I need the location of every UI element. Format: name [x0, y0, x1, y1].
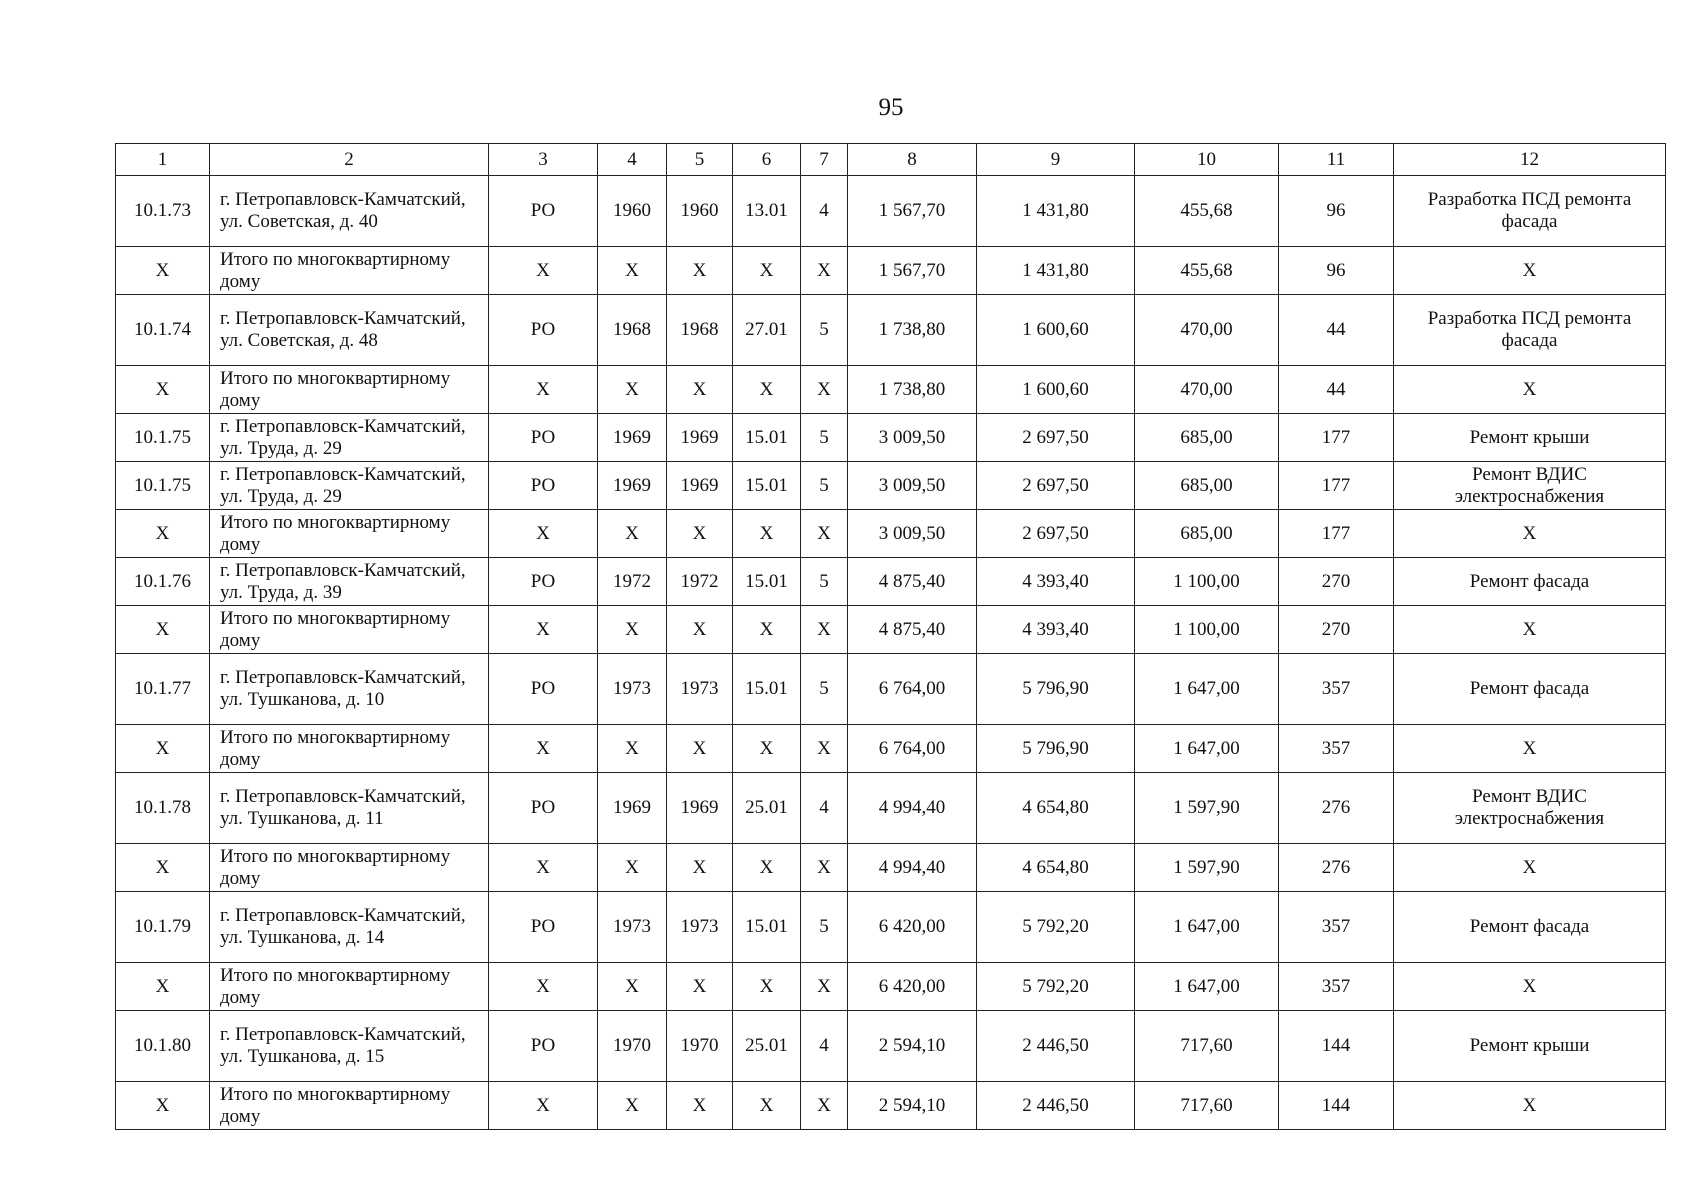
subtotal-row — [116, 247, 1666, 295]
residential-area-cell: 2 697,50 — [977, 510, 1135, 558]
wall-material-cell: Х — [733, 247, 801, 295]
column-header: 10 — [1135, 144, 1279, 176]
address-cell: Итого по многоквартирному дому — [210, 963, 489, 1011]
year-commissioned-cell: 1973 — [667, 654, 733, 725]
year-built-cell: Х — [598, 725, 667, 773]
address-cell: Итого по многоквартирному дому — [210, 606, 489, 654]
work-type-cell: Разработка ПСД ремонта фасада — [1394, 176, 1666, 247]
residential-area-cell: 4 393,40 — [977, 558, 1135, 606]
floors-cell: 5 — [801, 295, 848, 366]
nonresidential-area-cell: 685,00 — [1135, 510, 1279, 558]
address-cell: Итого по многоквартирному дому — [210, 366, 489, 414]
residential-area-cell: 5 792,20 — [977, 963, 1135, 1011]
owner-type-cell: Х — [489, 725, 598, 773]
wall-material-cell: Х — [733, 963, 801, 1011]
owner-type-cell: Х — [489, 247, 598, 295]
owner-type-cell: РО — [489, 773, 598, 844]
total-area-cell: 2 594,10 — [848, 1082, 977, 1130]
wall-material-cell: Х — [733, 844, 801, 892]
year-commissioned-cell: Х — [667, 725, 733, 773]
work-type-cell: Ремонт крыши — [1394, 414, 1666, 462]
column-header: 8 — [848, 144, 977, 176]
year-built-cell: 1970 — [598, 1011, 667, 1082]
column-header: 7 — [801, 144, 848, 176]
year-built-cell: 1973 — [598, 654, 667, 725]
floors-cell: Х — [801, 366, 848, 414]
residential-area-cell: 4 654,80 — [977, 844, 1135, 892]
residential-area-cell: 1 600,60 — [977, 366, 1135, 414]
residential-area-cell: 2 697,50 — [977, 462, 1135, 510]
address-cell: г. Петропавловск-Камчатский, ул. Тушканова, д. 15 — [210, 1011, 489, 1082]
owner-type-cell: РО — [489, 558, 598, 606]
wall-material-cell: 25.01 — [733, 1011, 801, 1082]
page-number: 95 — [878, 94, 904, 121]
subtotal-row — [116, 844, 1666, 892]
residential-area-cell: 2 697,50 — [977, 414, 1135, 462]
table-row — [116, 176, 1666, 247]
year-commissioned-cell: Х — [667, 1082, 733, 1130]
year-built-cell: Х — [598, 366, 667, 414]
column-header: 6 — [733, 144, 801, 176]
residents-count-cell: 276 — [1279, 844, 1394, 892]
owner-type-cell: Х — [489, 844, 598, 892]
residents-count-cell: 357 — [1279, 654, 1394, 725]
address-cell: г. Петропавловск-Камчатский, ул. Труда, д. 29 — [210, 414, 489, 462]
floors-cell: 5 — [801, 414, 848, 462]
wall-material-cell: Х — [733, 1082, 801, 1130]
row-number-cell: Х — [116, 366, 210, 414]
residents-count-cell: 177 — [1279, 462, 1394, 510]
table-row — [116, 462, 1666, 510]
floors-cell: 4 — [801, 773, 848, 844]
column-header: 4 — [598, 144, 667, 176]
address-cell: Итого по многоквартирному дому — [210, 510, 489, 558]
year-built-cell: Х — [598, 247, 667, 295]
subtotal-row — [116, 725, 1666, 773]
year-built-cell: 1972 — [598, 558, 667, 606]
year-built-cell: 1969 — [598, 414, 667, 462]
column-header: 9 — [977, 144, 1135, 176]
subtotal-row — [116, 1082, 1666, 1130]
column-header: 12 — [1394, 144, 1666, 176]
year-built-cell: 1969 — [598, 462, 667, 510]
year-built-cell: 1968 — [598, 295, 667, 366]
wall-material-cell: 15.01 — [733, 654, 801, 725]
floors-cell: 5 — [801, 892, 848, 963]
wall-material-cell: 15.01 — [733, 414, 801, 462]
residents-count-cell: 276 — [1279, 773, 1394, 844]
year-commissioned-cell: 1970 — [667, 1011, 733, 1082]
row-number-cell: Х — [116, 963, 210, 1011]
work-type-cell: Х — [1394, 510, 1666, 558]
wall-material-cell: 15.01 — [733, 892, 801, 963]
row-number-cell: Х — [116, 247, 210, 295]
floors-cell: 5 — [801, 558, 848, 606]
row-number-cell: 10.1.76 — [116, 558, 210, 606]
floors-cell: 5 — [801, 462, 848, 510]
residential-area-cell: 4 393,40 — [977, 606, 1135, 654]
subtotal-row — [116, 606, 1666, 654]
residential-area-cell: 1 600,60 — [977, 295, 1135, 366]
row-number-cell: 10.1.75 — [116, 462, 210, 510]
owner-type-cell: Х — [489, 510, 598, 558]
total-area-cell: 4 875,40 — [848, 606, 977, 654]
nonresidential-area-cell: 1 647,00 — [1135, 963, 1279, 1011]
total-area-cell: 6 764,00 — [848, 654, 977, 725]
residential-area-cell: 2 446,50 — [977, 1082, 1135, 1130]
floors-cell: 4 — [801, 1011, 848, 1082]
total-area-cell: 4 875,40 — [848, 558, 977, 606]
column-header: 3 — [489, 144, 598, 176]
table-row — [116, 558, 1666, 606]
nonresidential-area-cell: 1 647,00 — [1135, 892, 1279, 963]
table-row — [116, 1011, 1666, 1082]
row-number-cell: 10.1.80 — [116, 1011, 210, 1082]
column-header: 2 — [210, 144, 489, 176]
work-type-cell: Х — [1394, 606, 1666, 654]
total-area-cell: 4 994,40 — [848, 773, 977, 844]
wall-material-cell: 25.01 — [733, 773, 801, 844]
row-number-cell: 10.1.79 — [116, 892, 210, 963]
work-type-cell: Ремонт крыши — [1394, 1011, 1666, 1082]
floors-cell: Х — [801, 1082, 848, 1130]
column-header: 11 — [1279, 144, 1394, 176]
owner-type-cell: РО — [489, 1011, 598, 1082]
nonresidential-area-cell: 717,60 — [1135, 1082, 1279, 1130]
residents-count-cell: 270 — [1279, 606, 1394, 654]
nonresidential-area-cell: 455,68 — [1135, 176, 1279, 247]
year-commissioned-cell: Х — [667, 510, 733, 558]
work-type-cell: Ремонт ВДИС электроснабжения — [1394, 462, 1666, 510]
work-type-cell: Х — [1394, 844, 1666, 892]
table-row — [116, 414, 1666, 462]
owner-type-cell: Х — [489, 606, 598, 654]
total-area-cell: 3 009,50 — [848, 462, 977, 510]
nonresidential-area-cell: 1 647,00 — [1135, 725, 1279, 773]
year-built-cell: 1973 — [598, 892, 667, 963]
wall-material-cell: 13.01 — [733, 176, 801, 247]
residents-count-cell: 177 — [1279, 414, 1394, 462]
year-commissioned-cell: 1969 — [667, 773, 733, 844]
total-area-cell: 4 994,40 — [848, 844, 977, 892]
residents-count-cell: 96 — [1279, 247, 1394, 295]
residential-area-cell: 1 431,80 — [977, 247, 1135, 295]
wall-material-cell: 15.01 — [733, 462, 801, 510]
wall-material-cell: Х — [733, 725, 801, 773]
work-type-cell: Х — [1394, 725, 1666, 773]
residential-area-cell: 5 792,20 — [977, 892, 1135, 963]
year-commissioned-cell: Х — [667, 247, 733, 295]
wall-material-cell: Х — [733, 606, 801, 654]
year-commissioned-cell: Х — [667, 963, 733, 1011]
year-built-cell: Х — [598, 1082, 667, 1130]
row-number-cell: Х — [116, 510, 210, 558]
address-cell: г. Петропавловск-Камчатский, ул. Советская, д. 40 — [210, 176, 489, 247]
year-commissioned-cell: Х — [667, 366, 733, 414]
wall-material-cell: 27.01 — [733, 295, 801, 366]
row-number-cell: 10.1.78 — [116, 773, 210, 844]
residents-count-cell: 44 — [1279, 366, 1394, 414]
address-cell: г. Петропавловск-Камчатский, ул. Тушканова, д. 14 — [210, 892, 489, 963]
wall-material-cell: Х — [733, 366, 801, 414]
residential-area-cell: 2 446,50 — [977, 1011, 1135, 1082]
residents-count-cell: 357 — [1279, 892, 1394, 963]
total-area-cell: 1 738,80 — [848, 295, 977, 366]
address-cell: г. Петропавловск-Камчатский, ул. Труда, д. 29 — [210, 462, 489, 510]
address-cell: Итого по многоквартирному дому — [210, 725, 489, 773]
total-area-cell: 1 738,80 — [848, 366, 977, 414]
owner-type-cell: РО — [489, 654, 598, 725]
floors-cell: 5 — [801, 654, 848, 725]
table-row — [116, 892, 1666, 963]
nonresidential-area-cell: 1 100,00 — [1135, 606, 1279, 654]
year-built-cell: Х — [598, 844, 667, 892]
wall-material-cell: Х — [733, 510, 801, 558]
residents-count-cell: 96 — [1279, 176, 1394, 247]
table-row — [116, 654, 1666, 725]
address-cell: Итого по многоквартирному дому — [210, 844, 489, 892]
nonresidential-area-cell: 1 597,90 — [1135, 773, 1279, 844]
floors-cell: Х — [801, 963, 848, 1011]
year-commissioned-cell: 1968 — [667, 295, 733, 366]
floors-cell: Х — [801, 606, 848, 654]
work-type-cell: Ремонт фасада — [1394, 892, 1666, 963]
table-row — [116, 773, 1666, 844]
residents-count-cell: 144 — [1279, 1082, 1394, 1130]
wall-material-cell: 15.01 — [733, 558, 801, 606]
nonresidential-area-cell: 455,68 — [1135, 247, 1279, 295]
address-cell: г. Петропавловск-Камчатский, ул. Тушканова, д. 10 — [210, 654, 489, 725]
residents-count-cell: 177 — [1279, 510, 1394, 558]
year-built-cell: Х — [598, 963, 667, 1011]
address-cell: Итого по многоквартирному дому — [210, 247, 489, 295]
owner-type-cell: РО — [489, 295, 598, 366]
row-number-cell: Х — [116, 1082, 210, 1130]
year-commissioned-cell: Х — [667, 606, 733, 654]
nonresidential-area-cell: 470,00 — [1135, 366, 1279, 414]
year-commissioned-cell: 1960 — [667, 176, 733, 247]
residents-count-cell: 144 — [1279, 1011, 1394, 1082]
floors-cell: Х — [801, 247, 848, 295]
column-header: 1 — [116, 144, 210, 176]
subtotal-row — [116, 963, 1666, 1011]
address-cell: Итого по многоквартирному дому — [210, 1082, 489, 1130]
row-number-cell: Х — [116, 606, 210, 654]
floors-cell: Х — [801, 844, 848, 892]
total-area-cell: 3 009,50 — [848, 510, 977, 558]
year-built-cell: Х — [598, 606, 667, 654]
work-type-cell: Х — [1394, 1082, 1666, 1130]
owner-type-cell: Х — [489, 963, 598, 1011]
nonresidential-area-cell: 1 100,00 — [1135, 558, 1279, 606]
nonresidential-area-cell: 1 647,00 — [1135, 654, 1279, 725]
residential-area-cell: 5 796,90 — [977, 654, 1135, 725]
address-cell: г. Петропавловск-Камчатский, ул. Тушканова, д. 11 — [210, 773, 489, 844]
nonresidential-area-cell: 470,00 — [1135, 295, 1279, 366]
floors-cell: Х — [801, 510, 848, 558]
row-number-cell: 10.1.75 — [116, 414, 210, 462]
repair-program-table — [115, 143, 1666, 1130]
work-type-cell: Х — [1394, 366, 1666, 414]
residents-count-cell: 357 — [1279, 725, 1394, 773]
row-number-cell: 10.1.74 — [116, 295, 210, 366]
year-commissioned-cell: Х — [667, 844, 733, 892]
year-commissioned-cell: 1973 — [667, 892, 733, 963]
row-number-cell: 10.1.77 — [116, 654, 210, 725]
column-number-row — [116, 144, 1666, 176]
subtotal-row — [116, 510, 1666, 558]
work-type-cell: Ремонт фасада — [1394, 654, 1666, 725]
work-type-cell: Х — [1394, 963, 1666, 1011]
nonresidential-area-cell: 717,60 — [1135, 1011, 1279, 1082]
owner-type-cell: РО — [489, 892, 598, 963]
residential-area-cell: 4 654,80 — [977, 773, 1135, 844]
total-area-cell: 1 567,70 — [848, 247, 977, 295]
year-built-cell: 1969 — [598, 773, 667, 844]
row-number-cell: Х — [116, 725, 210, 773]
residential-area-cell: 5 796,90 — [977, 725, 1135, 773]
owner-type-cell: РО — [489, 462, 598, 510]
owner-type-cell: РО — [489, 414, 598, 462]
row-number-cell: 10.1.73 — [116, 176, 210, 247]
owner-type-cell: Х — [489, 1082, 598, 1130]
total-area-cell: 6 420,00 — [848, 963, 977, 1011]
total-area-cell: 6 764,00 — [848, 725, 977, 773]
address-cell: г. Петропавловск-Камчатский, ул. Труда, д. 39 — [210, 558, 489, 606]
residents-count-cell: 44 — [1279, 295, 1394, 366]
subtotal-row — [116, 366, 1666, 414]
residents-count-cell: 270 — [1279, 558, 1394, 606]
work-type-cell: Ремонт фасада — [1394, 558, 1666, 606]
work-type-cell: Ремонт ВДИС электроснабжения — [1394, 773, 1666, 844]
row-number-cell: Х — [116, 844, 210, 892]
column-header: 5 — [667, 144, 733, 176]
nonresidential-area-cell: 685,00 — [1135, 414, 1279, 462]
year-built-cell: 1960 — [598, 176, 667, 247]
residential-area-cell: 1 431,80 — [977, 176, 1135, 247]
year-commissioned-cell: 1972 — [667, 558, 733, 606]
work-type-cell: Х — [1394, 247, 1666, 295]
year-commissioned-cell: 1969 — [667, 462, 733, 510]
work-type-cell: Разработка ПСД ремонта фасада — [1394, 295, 1666, 366]
total-area-cell: 2 594,10 — [848, 1011, 977, 1082]
table-row — [116, 295, 1666, 366]
owner-type-cell: Х — [489, 366, 598, 414]
floors-cell: Х — [801, 725, 848, 773]
total-area-cell: 1 567,70 — [848, 176, 977, 247]
address-cell: г. Петропавловск-Камчатский, ул. Советская, д. 48 — [210, 295, 489, 366]
owner-type-cell: РО — [489, 176, 598, 247]
total-area-cell: 6 420,00 — [848, 892, 977, 963]
year-built-cell: Х — [598, 510, 667, 558]
year-commissioned-cell: 1969 — [667, 414, 733, 462]
nonresidential-area-cell: 685,00 — [1135, 462, 1279, 510]
total-area-cell: 3 009,50 — [848, 414, 977, 462]
floors-cell: 4 — [801, 176, 848, 247]
nonresidential-area-cell: 1 597,90 — [1135, 844, 1279, 892]
residents-count-cell: 357 — [1279, 963, 1394, 1011]
